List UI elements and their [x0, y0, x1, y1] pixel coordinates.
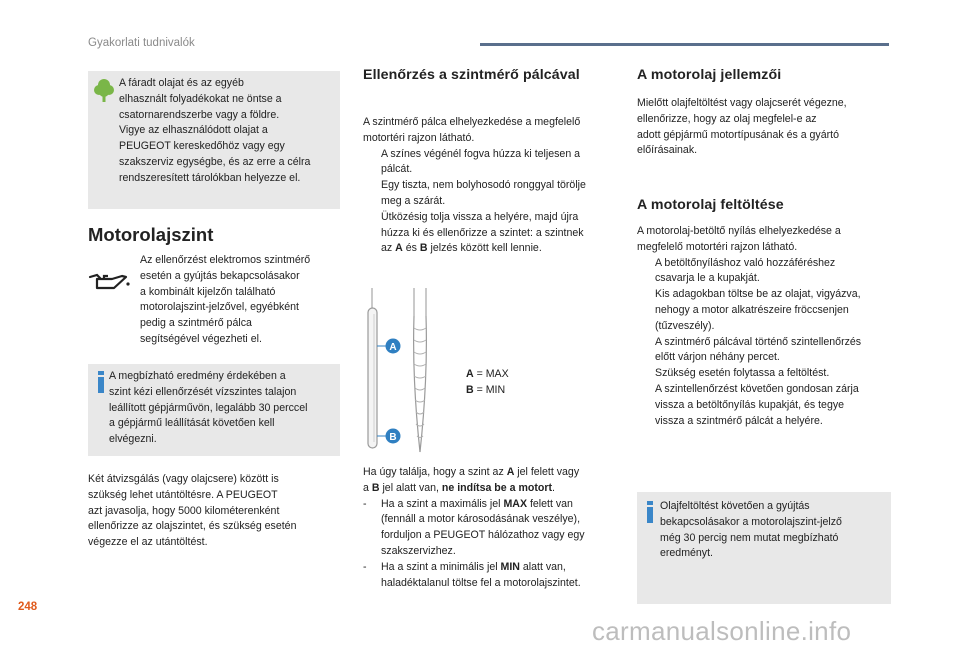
dash-item [363, 560, 625, 592]
info-line: leállított gépjárművön, legalább 30 perccel [109, 401, 308, 414]
step-line: vissza a betöltőnyílás kupakját, és tegye [655, 398, 845, 411]
section-title: Gyakorlati tudnivalók [88, 37, 195, 49]
topup-step [637, 366, 893, 382]
dipstick-legend [466, 367, 509, 399]
oil-level-intro [140, 253, 340, 348]
topup-intro-line: A motorolaj-betöltő nyílás elhelyezkedése a [637, 225, 841, 237]
info-box-level [88, 364, 340, 456]
dipstick-intro-line: A szintmérő pálca elhelyezkedése a megfelelő [363, 116, 581, 128]
oil-level-footer [88, 472, 340, 551]
dash-marker: - [363, 497, 367, 510]
characteristics-line: Mielőtt olajfeltöltést vagy olajcserét végezne, [637, 97, 847, 109]
footer-line: Két átvizsgálás (vagy olajcsere) között is [88, 473, 279, 485]
info-line: eredményt. [660, 547, 713, 560]
info-line: a gépjármű leállítását követően kell [109, 417, 275, 430]
dash-line: forduljon a PEUGEOT hálózathoz vagy egy [381, 529, 585, 542]
step-line: (tűzveszély). [655, 319, 715, 332]
step-line: A szintmérő pálcával történő szintellenőrzés [655, 335, 862, 348]
info-line: szint kézi ellenőrzését vízszintes talajon [109, 385, 297, 398]
characteristics-line: előírásainak. [637, 144, 698, 157]
intro-line: esetén a gyújtás bekapcsolásakor [140, 269, 300, 282]
step-line: A szintellenőrzést követően gondosan zárja [655, 382, 859, 395]
info-line: Olajfeltöltést követően a gyújtás [660, 500, 810, 512]
eco-line: Vigye az elhasználódott olajat a [119, 124, 268, 137]
dipstick-body [363, 115, 625, 257]
topup-step [637, 256, 893, 288]
dash-line: haladéktalanul töltse fel a motorolajszintet. [381, 576, 581, 589]
tree-icon [94, 77, 114, 108]
eco-line: csatornarendszerbe vagy a földre. [119, 108, 280, 121]
dipstick-intro-line: motortéri rajzon látható. [363, 131, 475, 144]
after-line: a B jel alatt van, ne indítsa be a motort. [363, 481, 555, 494]
step-line: húzza ki és ellenőrizze a szintet: a szintnek [381, 226, 584, 239]
dash-line: Ha a szint a minimális jel MIN alatt van, [381, 560, 566, 573]
dash-item [363, 497, 625, 560]
step-line: A betöltőnyíláshoz való hozzáféréshez [655, 256, 836, 269]
intro-line: Az ellenőrzést elektromos szintmérő [140, 254, 311, 266]
topup-title: A motorolaj feltöltése [637, 197, 784, 213]
eco-line: rendszeresített tárolókban helyezze el. [119, 171, 301, 184]
topup-intro-line: megfelelő motortéri rajzon látható. [637, 240, 798, 253]
after-line: Ha úgy találja, hogy a szint az A jel felett vagy [363, 466, 580, 478]
topup-step [637, 287, 893, 334]
step-line: előtt várjon néhány percet. [655, 351, 780, 364]
topup-step [637, 382, 893, 429]
step-line: A színes végénél fogva húzza ki teljesen a [381, 147, 581, 160]
footer-line: végezze el az utántöltést. [88, 536, 208, 549]
eco-text [119, 76, 339, 187]
oil-can-icon [88, 271, 130, 298]
page-number: 248 [18, 601, 38, 613]
footer-line: ellenőrizze az olajszintet, és szükség esetén [88, 520, 297, 533]
info-text [660, 499, 888, 562]
info-line: még 30 percig nem mutat megbízható [660, 531, 839, 544]
step-line: meg a szárát. [381, 194, 446, 207]
legend-max: A = MAX [466, 368, 509, 380]
step-line: az A és B jelzés között kell lennie. [381, 242, 542, 255]
eco-line: elhasznált folyadékokat ne öntse a [119, 92, 282, 105]
dipstick-step [363, 210, 625, 257]
step-line: Ütközésig tolja vissza a helyére, majd újra [381, 210, 579, 223]
step-line: nehogy a motor alkatrészeire fröccsenjen [655, 303, 849, 316]
intro-line: a kombinált kijelzőn található [140, 285, 276, 298]
step-line: Kis adagokban töltse be az olajat, vigyázva, [655, 288, 861, 301]
characteristics-body [637, 96, 893, 159]
dash-line: szakszervizhez. [381, 544, 456, 557]
eco-box [88, 71, 340, 209]
footer-line: azt javasolja, hogy 5000 kilométerenként [88, 504, 280, 517]
step-line: csavarja le a kupakját. [655, 272, 760, 285]
dipstick-step [363, 178, 625, 210]
info-line: A megbízható eredmény érdekében a [109, 370, 286, 382]
marker-a [377, 339, 401, 354]
eco-line: PEUGEOT kereskedőhöz vagy egy [119, 140, 285, 153]
dipstick-tube [368, 288, 377, 448]
info-icon [97, 371, 105, 398]
info-text [109, 369, 341, 448]
topup-body [637, 224, 893, 429]
eco-line: A fáradt olajat és az egyéb [119, 77, 244, 89]
info-box-topup [637, 492, 891, 604]
step-line: pálcát. [381, 163, 413, 176]
characteristics-title: A motorolaj jellemzői [637, 67, 782, 83]
marker-b [377, 429, 401, 444]
header-rule [480, 43, 889, 46]
eco-line: szakszerviz egységbe, és az erre a célra [119, 155, 311, 168]
oil-level-title: Motorolajszint [88, 224, 214, 245]
intro-line: motorolajszint-jelzővel, egyébként [140, 301, 299, 314]
dash-marker: - [363, 560, 367, 573]
topup-step [637, 335, 893, 367]
legend-min: B = MIN [466, 383, 506, 396]
info-icon [646, 501, 654, 528]
dipstick-title: Ellenőrzés a szintmérő pálcával [363, 67, 580, 83]
dipstick-after [363, 465, 625, 591]
dipstick-illustration [360, 288, 440, 454]
dash-line: (fennáll a motor károsodásának veszélye), [381, 513, 581, 526]
svg-text:A: A [389, 342, 397, 353]
info-line: elvégezni. [109, 433, 157, 446]
step-line: Szükség esetén folytassa a feltöltést. [655, 367, 830, 380]
footer-line: szükség lehet utántöltésre. A PEUGEOT [88, 488, 278, 501]
step-line: Egy tiszta, nem bolyhosodó ronggyal törölje [381, 179, 586, 192]
step-line: vissza a szintmérő pálcát a helyére. [655, 414, 823, 427]
characteristics-line: ellenőrizze, hogy az olaj megfelel-e az [637, 112, 817, 125]
dipstick-step [363, 147, 625, 179]
intro-line: pedig a szintmérő pálca [140, 317, 252, 330]
watermark: carmanualsonline.info [592, 616, 852, 646]
dipstick-rod [414, 288, 427, 452]
characteristics-line: adott gépjármű motortípusának és a gyártó [637, 128, 839, 141]
info-line: bekapcsolásakor a motorolajszint-jelző [660, 515, 842, 528]
intro-line: segítségével végezheti el. [140, 332, 262, 345]
svg-text:B: B [389, 432, 397, 443]
dash-line: Ha a szint a maximális jel MAX felett van [381, 497, 573, 510]
